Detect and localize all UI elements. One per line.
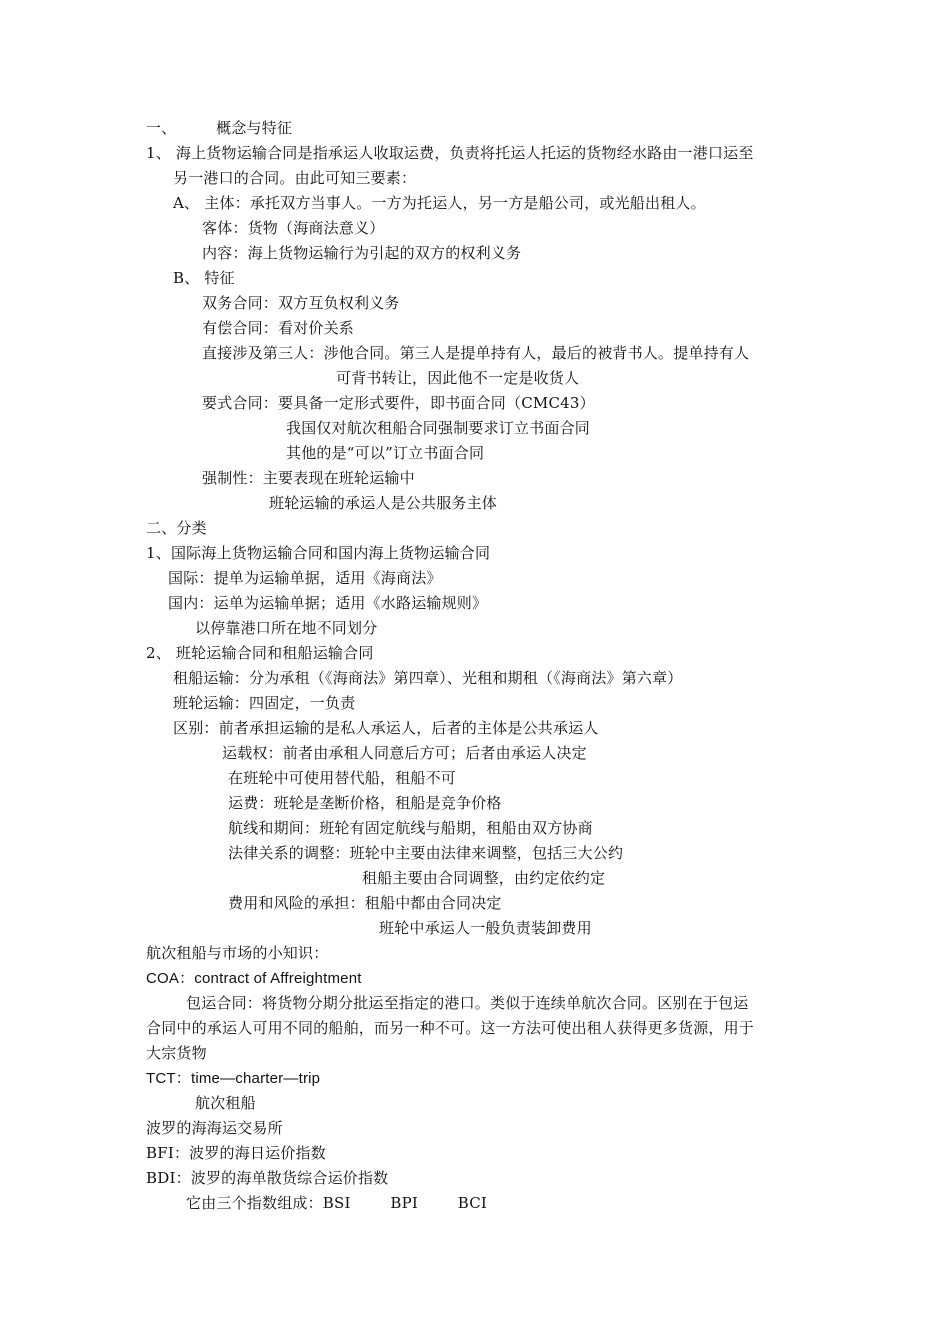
paragraph-line bbox=[195, 1091, 256, 1116]
paragraph-line bbox=[228, 791, 502, 816]
text-line: 它由三个指数组成：BSI BPI BCI bbox=[186, 1194, 488, 1212]
paragraph-line bbox=[146, 1041, 207, 1066]
text-line: BDI：波罗的海单散货综合运价指数 bbox=[146, 1169, 389, 1187]
paragraph-line bbox=[146, 1166, 388, 1191]
text-line: 租船主要由合同调整，由约定依约定 bbox=[362, 869, 606, 887]
paragraph-line bbox=[173, 716, 599, 741]
text-line: 区别：前者承担运输的是私人承运人，后者的主体是公共承运人 bbox=[173, 719, 599, 737]
paragraph-line bbox=[186, 1191, 487, 1216]
text-line: A、 主体：承托双方当事人。一方为托运人，另一方是船公司，或光船出租人。 bbox=[173, 194, 706, 212]
paragraph-line bbox=[202, 291, 400, 316]
text-line: 一、 概念与特征 bbox=[146, 119, 293, 137]
paragraph-line bbox=[173, 666, 683, 691]
paragraph-line bbox=[195, 616, 377, 641]
paragraph-line bbox=[173, 166, 416, 191]
text-line: 另一港口的合同。由此可知三要素： bbox=[173, 169, 417, 187]
text-line: 在班轮中可使用替代船，租船不可 bbox=[228, 769, 457, 787]
heading-2 bbox=[146, 516, 207, 541]
text-line: 以停靠港口所在地不同划分 bbox=[195, 619, 378, 637]
text-line: 大宗货物 bbox=[146, 1044, 207, 1062]
text-line: 要式合同：要具备一定形式要件，即书面合同（CMC43） bbox=[202, 394, 595, 412]
paragraph-line bbox=[269, 491, 497, 516]
paragraph-line bbox=[228, 766, 456, 791]
paragraph-line bbox=[202, 341, 749, 366]
text-line: 班轮运输：四固定，一负责 bbox=[173, 694, 356, 712]
paragraph-line bbox=[286, 441, 484, 466]
text-line: 1、 海上货物运输合同是指承运人收取运费，负责将托运人托运的货物经水路由一港口运至 bbox=[146, 144, 754, 162]
paragraph-line bbox=[362, 866, 605, 891]
text-line: 合同中的承运人可用不同的船舶，而另一种不可。这一方法可使出租人获得更多货源，用于 bbox=[146, 1019, 755, 1037]
text-line: 租船运输：分为承租（《海商法》第四章）、光租和期租（《海商法》第六章） bbox=[173, 669, 683, 687]
paragraph-line bbox=[146, 641, 374, 666]
paragraph-line bbox=[146, 1066, 320, 1091]
paragraph-line bbox=[202, 391, 595, 416]
text-line: 航次租船 bbox=[195, 1094, 256, 1112]
paragraph-line bbox=[146, 941, 328, 966]
paragraph-line bbox=[228, 816, 593, 841]
text-line: 航线和期间：班轮有固定航线与船期，租船由双方协商 bbox=[228, 819, 593, 837]
paragraph-line bbox=[173, 191, 706, 216]
paragraph-line bbox=[202, 316, 354, 341]
text-line: 班轮运输的承运人是公共服务主体 bbox=[269, 494, 498, 512]
paragraph-line bbox=[202, 241, 521, 266]
text-line: 2、 班轮运输合同和租船运输合同 bbox=[146, 644, 374, 662]
text-line: 可背书转让，因此他不一定是收货人 bbox=[336, 369, 580, 387]
text-line: 法律关系的调整：班轮中主要由法律来调整，包括三大公约 bbox=[228, 844, 624, 862]
paragraph-line bbox=[173, 691, 355, 716]
paragraph-line bbox=[202, 466, 415, 491]
text-line: 班轮中承运人一般负责装卸费用 bbox=[379, 919, 592, 937]
text-line: 直接涉及第三人：涉他合同。第三人是提单持有人，最后的被背书人。提单持有人 bbox=[202, 344, 750, 362]
paragraph-line bbox=[173, 266, 235, 291]
text-line: 费用和风险的承担：租船中都由合同决定 bbox=[228, 894, 502, 912]
paragraph-line bbox=[379, 916, 592, 941]
text-line: BFI：波罗的海日运价指数 bbox=[146, 1144, 326, 1162]
paragraph-line bbox=[186, 991, 748, 1016]
paragraph-line bbox=[336, 366, 579, 391]
paragraph-line bbox=[222, 741, 587, 766]
text-line: 波罗的海海运交易所 bbox=[146, 1119, 283, 1137]
paragraph-line bbox=[146, 1016, 754, 1041]
text-line: TCT：time—charter—trip bbox=[146, 1070, 321, 1087]
paragraph-line bbox=[286, 416, 590, 441]
text-line: 双务合同：双方互负权利义务 bbox=[202, 294, 400, 312]
text-line: 客体：货物（海商法意义） bbox=[202, 219, 385, 237]
paragraph-line bbox=[146, 966, 362, 991]
paragraph-line bbox=[168, 566, 442, 591]
heading-1 bbox=[146, 116, 292, 141]
paragraph-line bbox=[146, 1116, 283, 1141]
paragraph-line bbox=[202, 216, 384, 241]
text-line: 航次租船与市场的小知识： bbox=[146, 944, 329, 962]
text-line: 运载权：前者由承租人同意后方可；后者由承运人决定 bbox=[222, 744, 587, 762]
paragraph-line bbox=[146, 541, 490, 566]
paragraph-line bbox=[228, 841, 623, 866]
text-line: 内容：海上货物运输行为引起的双方的权利义务 bbox=[202, 244, 522, 262]
paragraph-line bbox=[228, 891, 502, 916]
text-line: COA：contract of Affreightment bbox=[146, 970, 362, 987]
text-line: 有偿合同：看对价关系 bbox=[202, 319, 355, 337]
text-line: 国内：运单为运输单据；适用《水路运输规则》 bbox=[168, 594, 488, 612]
text-line: 强制性：主要表现在班轮运输中 bbox=[202, 469, 415, 487]
text-line: B、 特征 bbox=[173, 269, 235, 287]
paragraph-line bbox=[146, 1141, 326, 1166]
text-line: 二、分类 bbox=[146, 519, 207, 537]
text-line: 运费：班轮是垄断价格，租船是竞争价格 bbox=[228, 794, 502, 812]
text-line: 其他的是“可以”订立书面合同 bbox=[286, 444, 485, 462]
text-line: 1、国际海上货物运输合同和国内海上货物运输合同 bbox=[146, 544, 491, 562]
paragraph-line bbox=[146, 141, 754, 166]
text-line: 国际：提单为运输单据，适用《海商法》 bbox=[168, 569, 442, 587]
paragraph-line bbox=[168, 591, 487, 616]
text-line: 包运合同：将货物分期分批运至指定的港口。类似于连续单航次合同。区别在于包运 bbox=[186, 994, 749, 1012]
text-line: 我国仅对航次租船合同强制要求订立书面合同 bbox=[286, 419, 591, 437]
